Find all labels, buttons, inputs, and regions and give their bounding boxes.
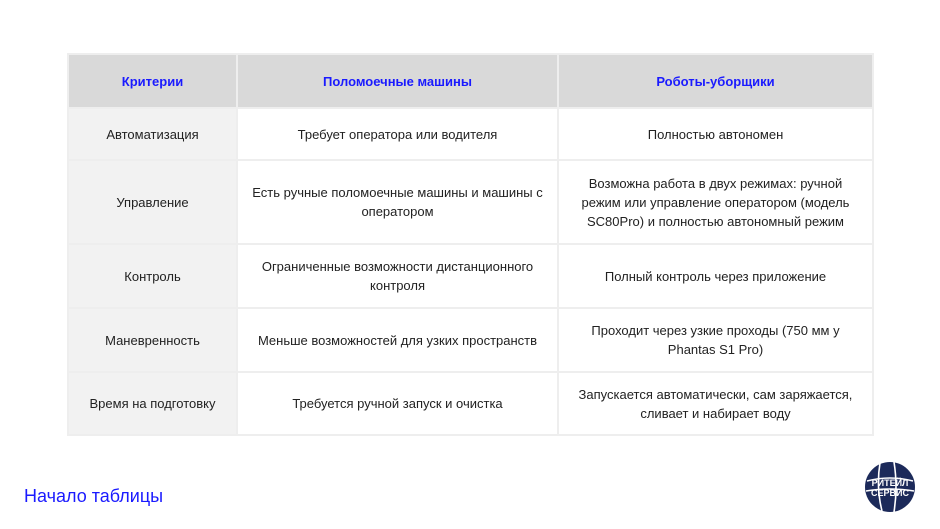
- table-cell: Ограниченные возможности дистанционного контроля: [237, 244, 558, 308]
- criterion-cell: Время на подготовку: [68, 372, 237, 435]
- criterion-cell: Контроль: [68, 244, 237, 308]
- table-row: [68, 160, 873, 244]
- criterion-cell: Управление: [68, 160, 237, 244]
- header-robots: Роботы-уборщики: [558, 54, 873, 108]
- table-header-row: [68, 54, 873, 108]
- table-row: [68, 244, 873, 308]
- header-criteria: Критерии: [68, 54, 237, 108]
- svg-text:СЕРВИС: СЕРВИС: [871, 488, 909, 498]
- table-cell: Полный контроль через приложение: [558, 244, 873, 308]
- table-cell: Требует оператора или водителя: [237, 108, 558, 160]
- criterion-cell: Автоматизация: [68, 108, 237, 160]
- criterion-cell: Маневренность: [68, 308, 237, 372]
- table-cell: Проходит через узкие проходы (750 мм у Phantas S1 Pro): [558, 308, 873, 372]
- table-cell: Меньше возможностей для узких пространств: [237, 308, 558, 372]
- table-cell: Есть ручные поломоечные машины и машины с оператором: [237, 160, 558, 244]
- company-logo-icon: [864, 461, 916, 513]
- slide-caption: Начало таблицы: [24, 486, 164, 506]
- svg-text:РИТЕЙЛ: РИТЕЙЛ: [871, 478, 909, 488]
- table-row: [68, 372, 873, 435]
- header-scrubbers: Поломоечные машины: [237, 54, 558, 108]
- table-cell: Возможна работа в двух режимах: ручной режим или управление оператором (модель SC80Pro) и полностью автономный режим: [558, 160, 873, 244]
- table-row: [68, 108, 873, 160]
- table-cell: Требуется ручной запуск и очистка: [237, 372, 558, 435]
- comparison-table: [67, 53, 874, 436]
- table-cell: Полностью автономен: [558, 108, 873, 160]
- table-row: [68, 308, 873, 372]
- table-cell: Запускается автоматически, сам заряжается, сливает и набирает воду: [558, 372, 873, 435]
